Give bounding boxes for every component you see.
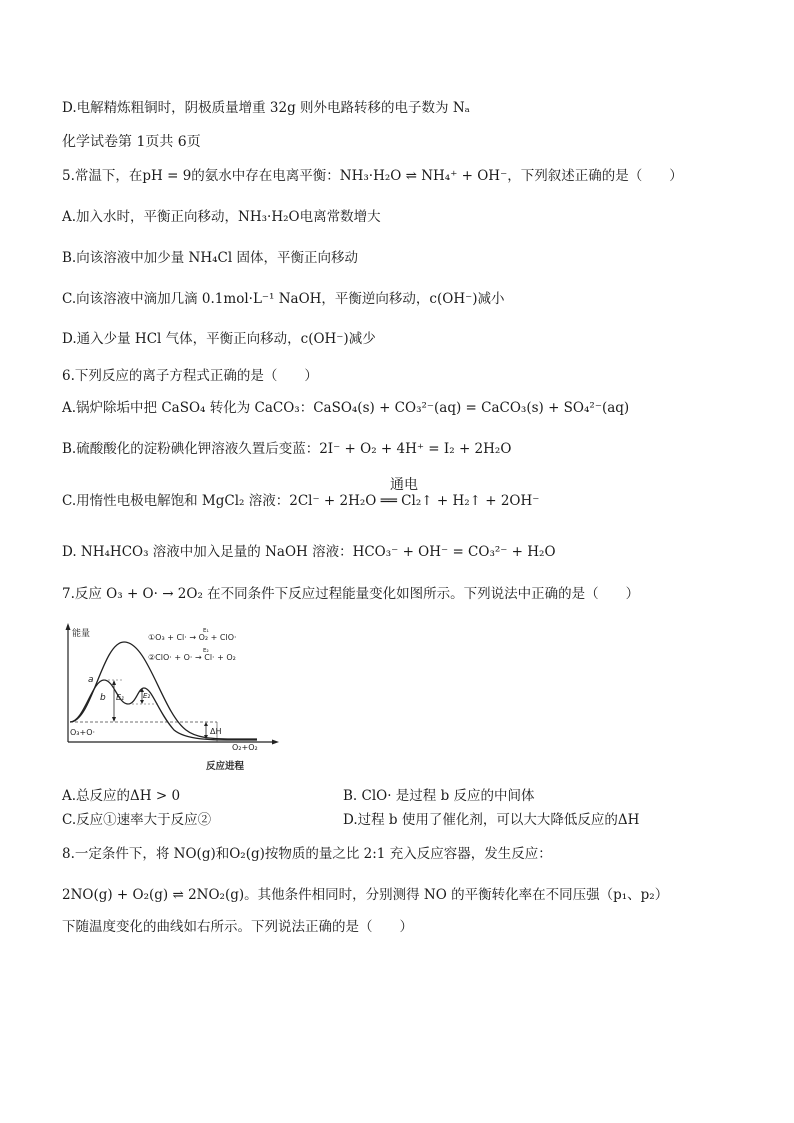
q8-continuation: 下随温度变化的曲线如右所示。下列说法正确的是（ ） bbox=[62, 919, 413, 935]
reactants-label: O₃+O· bbox=[70, 728, 96, 737]
q8-equation: 2NO(g) + O₂(g) ⇌ 2NO₂(g)。其他条件相同时，分别测得 NO 的平衡转化率在不同压强（p₁、p₂） bbox=[62, 887, 669, 903]
x-axis-label: 反应进程 bbox=[206, 761, 245, 772]
q6-condition: 通电 bbox=[390, 477, 418, 493]
legend-2-arrow-label: E₂ bbox=[203, 648, 209, 654]
q6-option-a: A.锅炉除垢中把 CaSO₄ 转化为 CaCO₃：CaSO₄(s) + CO₃²⁻(aq) = CaCO₃(s) + SO₄²⁻(aq) bbox=[62, 400, 630, 416]
q7-option-d: D.过程 b 使用了催化剂，可以大大降低反应的ΔH bbox=[343, 812, 640, 828]
question-7: 7.反应 O₃ + O· → 2O₂ 在不同条件下反应过程能量变化如图所示。下列说法中正确的是（ ） bbox=[62, 586, 640, 602]
question-5: 5.常温下，在pH = 9的氨水中存在电离平衡：NH₃·H₂O ⇌ NH₄⁺ + OH⁻，下列叙述正确的是（ ） bbox=[62, 168, 683, 184]
question-8: 8.一定条件下，将 NO(g)和O₂(g)按物质的量之比 2:1 充入反应容器，发生反应： bbox=[62, 846, 552, 862]
q4-option-d: D.电解精炼粗铜时，阴极质量增重 32g 则外电路转移的电子数为 Nₐ bbox=[62, 100, 470, 116]
q7-option-a: A.总反应的ΔH > 0 bbox=[62, 788, 181, 804]
legend-reaction-1: ①O₃ + Cl· → O₂ + ClO· bbox=[148, 633, 237, 642]
curve-a-label: a bbox=[88, 675, 94, 685]
curve-b-label: b bbox=[100, 693, 106, 703]
q5-option-a: A.加入水时，平衡正向移动，NH₃·H₂O电离常数增大 bbox=[62, 209, 381, 225]
y-axis-label: 能量 bbox=[72, 629, 91, 639]
e1-label: E₁ bbox=[116, 693, 125, 702]
energy-diagram bbox=[62, 622, 280, 774]
q6-option-c: C.用惰性电极电解饱和 MgCl₂ 溶液：2Cl⁻ + 2H₂O ══ Cl₂↑ + H₂↑ + 2OH⁻ bbox=[62, 493, 540, 509]
q7-option-b: B. ClO· 是过程 b 反应的中间体 bbox=[343, 788, 535, 804]
q6-option-d: D. NH₄HCO₃ 溶液中加入足量的 NaOH 溶液：HCO₃⁻ + OH⁻ = CO₃²⁻ + H₂O bbox=[62, 544, 556, 560]
e2-label: E₂ bbox=[143, 692, 151, 700]
products-label: O₂+O₂ bbox=[232, 743, 258, 752]
q5-option-b: B.向该溶液中加少量 NH₄Cl 固体，平衡正向移动 bbox=[62, 250, 358, 266]
q6-option-b: B.硫酸酸化的淀粉碘化钾溶液久置后变蓝：2I⁻ + O₂ + 4H⁺ = I₂ + 2H₂O bbox=[62, 441, 512, 457]
curve-b bbox=[70, 680, 257, 740]
question-6: 6.下列反应的离子方程式正确的是（ ） bbox=[62, 368, 318, 384]
delta-h-label: ΔH bbox=[210, 727, 222, 736]
page-footer: 化学试卷第 1页共 6页 bbox=[62, 134, 201, 150]
q5-option-c: C.向该溶液中滴加几滴 0.1mol·L⁻¹ NaOH，平衡逆向移动，c(OH⁻)减小 bbox=[62, 291, 505, 307]
legend-1-arrow-label: E₁ bbox=[203, 628, 209, 634]
legend-reaction-2: ②ClO· + O· → Cl· + O₂ bbox=[148, 653, 236, 662]
q7-option-c: C.反应①速率大于反应② bbox=[62, 812, 212, 828]
q5-option-d: D.通入少量 HCl 气体，平衡正向移动，c(OH⁻)减少 bbox=[62, 331, 376, 347]
